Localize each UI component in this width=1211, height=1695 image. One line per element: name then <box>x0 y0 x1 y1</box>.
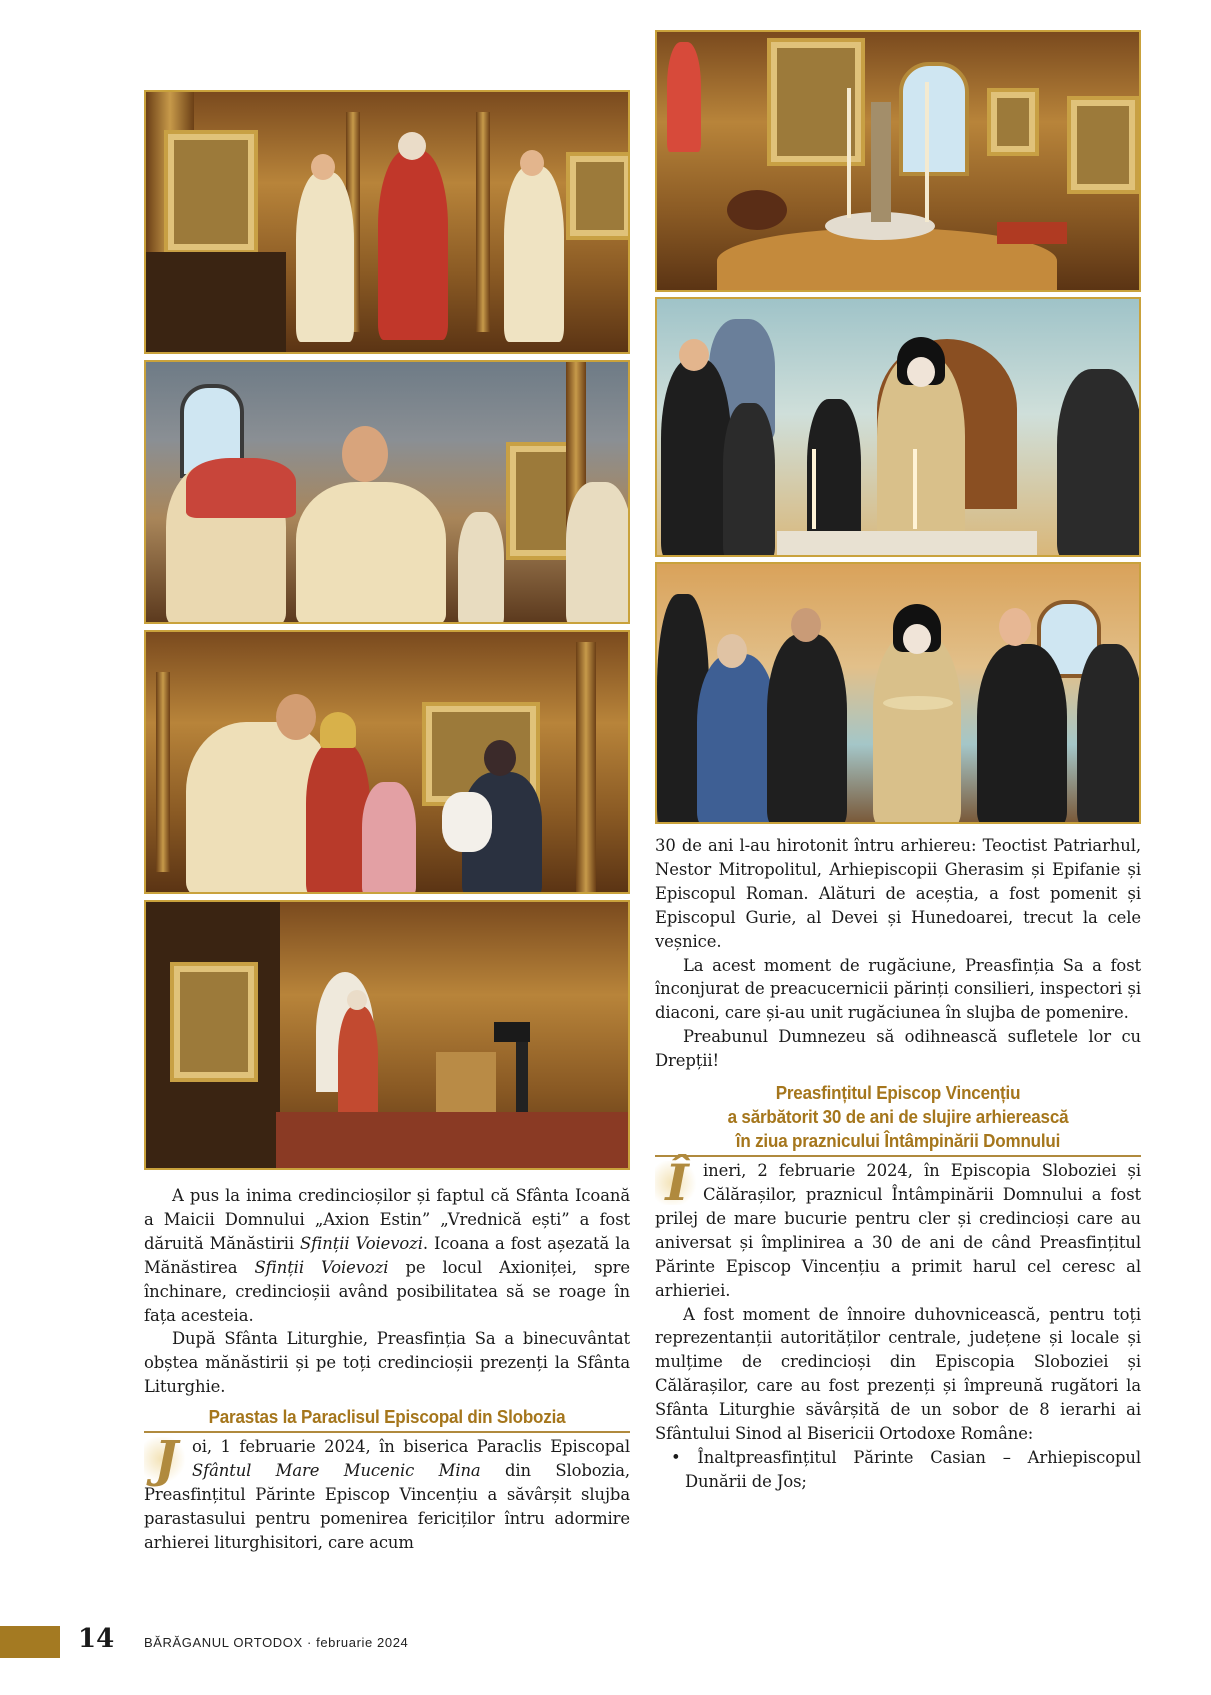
heading-rule <box>655 1155 1141 1157</box>
page-number: 14 <box>78 1624 115 1654</box>
paragraph-blessing: După Sfânta Liturghie, Preasfinția Sa a binecuvântat obștea mănăstirii și pe toți credincioșii prezenți la Sfânta Liturghie. <box>144 1329 630 1397</box>
heading-rule <box>144 1431 630 1433</box>
right-text-column <box>655 834 1141 1494</box>
dropcap: Î <box>655 1161 699 1205</box>
photo-communion-child <box>144 630 630 894</box>
paragraph-hierarchs: 30 de ani l-au hirotonit întru arhiereu: Teoctist Patriarhul, Nestor Mitropolitul, Arhiepiscopii Gherasim și Epifanie și Episcopul Roman. Alături de aceștia, a fost pomenit și Episcopul Gurie, al Devei și Hunedoarei, trecut la cele veșnice. <box>655 836 1141 951</box>
section-heading-anniversary <box>674 1081 1121 1153</box>
paragraph-axion-estin: A pus la inima credincioșilor și faptul că Sfânta Icoană a Maicii Domnului „Axion Estin” „Vrednică ești” a fost dăruită Mănăstirii Sfinții Voievozi. Icoana a fost așezată la Mănăstirea Sfinții Voievozi pe locul Axioniței, spre închinare, credincioșii având posibilitatea să se roage în fața acesteia. <box>144 1186 631 1325</box>
photo-liturgy-altar <box>144 90 630 354</box>
section-heading-parastas: Parastas la Paraclisul Episcopal din Slobozia <box>208 1406 566 1428</box>
photo-memorial-table <box>655 30 1141 292</box>
list-item-casian: • Înaltpreasfințitul Părinte Casian – Arhiepiscopul Dunării de Jos; <box>671 1447 1141 1491</box>
photo-bishop-cathedral <box>144 900 630 1170</box>
paragraph-renewal: A fost moment de înnoire duhovnicească, pentru toți reprezentanții autorităților centrale, județene și locale și mulțime de credincioși din Episcopia Sloboziei și Călărașilor, care au fost prezenți și împreună rugători la Sfânta Liturghie săvârșită de un sobor de 8 ierarhi ai Sfântului Sinod al Bisericii Ortodoxe Române: <box>655 1304 1141 1444</box>
footer-publication: BĂRĂGANUL ORTODOX · februarie 2024 <box>144 1635 409 1650</box>
heading-line-1: Preasfințitul Episcop Vincențiu <box>775 1082 1021 1104</box>
heading-line-3: în ziua praznicului Întâmpinării Domnului <box>735 1130 1061 1152</box>
paragraph-anniversary: Î ineri, 2 februarie 2024, în Episcopia Sloboziei și Călărașilor, praznicul Întâmpinării Domnului a fost prilej de mare bucurie pentru cler și credincioși care au aniversat și împlinirea a 30 de ani de când Preasfințitul Părinte Episcop Vincențiu a primit harul cel ceresc al arhieriei. <box>655 1153 1141 1300</box>
dropcap: J <box>144 1437 188 1481</box>
photo-memorial-service <box>655 297 1141 557</box>
photo-bishop-blessing <box>655 562 1141 824</box>
paragraph-rest: Preabunul Dumnezeu să odihnească sufletele lor cu Drepții! <box>655 1027 1141 1071</box>
paragraph-parastas: J oi, 1 februarie 2024, în biserica Paraclis Episcopal Sfântul Mare Mucenic Mina din Slobozia, Preasfințitul Părinte Episcop Vincențiu a săvârșit slujba parastasului pentru pomenirea fericiților întru adormire arhierei liturghisitori, care acum <box>144 1429 631 1552</box>
heading-line-2: a sărbătorit 30 de ani de slujire arhierească <box>727 1106 1069 1128</box>
photo-priests-veil <box>144 360 630 624</box>
footer-color-bar <box>0 1626 60 1658</box>
left-text-column <box>144 1184 630 1555</box>
paragraph-prayer-moment: La acest moment de rugăciune, Preasfinția Sa a fost înconjurat de preacucernicii părinți consilieri, inspectori și diaconi, care și-au unit rugăciunea în slujba de pomenire. <box>655 955 1141 1023</box>
